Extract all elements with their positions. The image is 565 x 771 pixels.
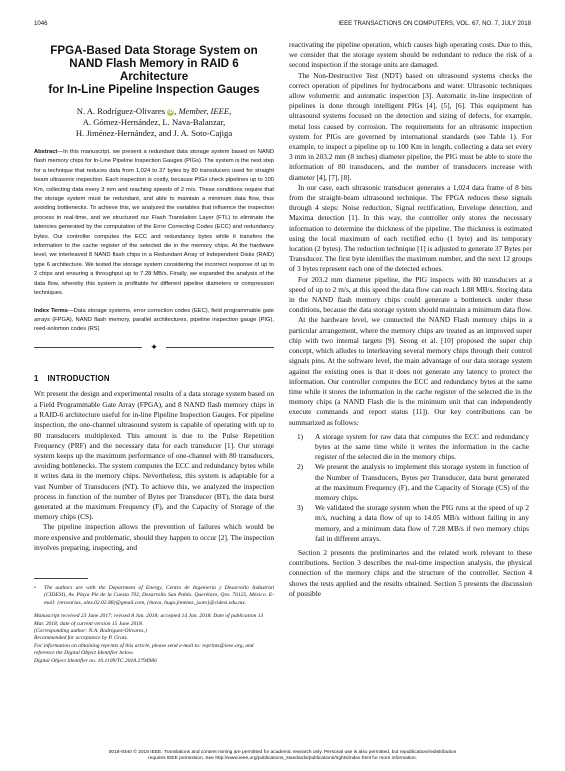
abstract-label: Abstract (34, 149, 58, 155)
drop-cap: W (34, 388, 41, 398)
abstract-text: —In this manuscript, we present a redundant data storage system based on NAND flash memory chips for In-Line Pipeline Inspection Gauges (PIGs). The system is the next step for a technique that reduces data from 1,024 to 37 bytes by 80 transducers used for straight beam ultrasonic inspection. Each inspection is costly, because PIGs check pipelines up to 100 Km, collecting data every 3 mm and reaching speeds of 2 m/s. These conditions require that the storage system must be redundant, and able to maintain a minimum data flow, thus avoiding bottlenecks. To achieve this, we analyzed the variables that influence the inspection process in real-time, and we structured our Flash Translation Layer (FTL) to eliminate the latencies generated by the computation of the Error Correcting Codes (ECC) and redundancy bytes. Our controller computes the ECC and redundancy bytes while it transfers the information to the cache register of the selected die in the memory chips. At the hardware level, we interleaved 8 NAND flash chips in a Redundant Array of Independent Disks (RAID) type 6 architecture. We tested the storage system considering the incorrect response of up to 2 chips and ensuring a throughput up to 7.28 MB/s. Finally, we expanded the analysis of the data flow, whereby this system is profitable for different pipeline diameters or compression techniques. (34, 149, 274, 297)
footnote-received: Manuscript received 23 June 2017; revised 8 Jan. 2018; accepted 14 Jan. 2018. Date of publication 13 Mar. 2018; date of current version 15 June 2018. (34, 613, 264, 627)
title-line: NAND Flash Memory in RAID 6 Architecture (69, 57, 239, 83)
index-terms-label: Index Terms (34, 307, 68, 314)
copyright-notice (34, 750, 531, 763)
section-number: 1 (34, 373, 39, 383)
section-title: INTRODUCTION (47, 373, 110, 383)
separator-line (34, 347, 142, 348)
author-name: N. A. Rodríguez-Olivares (76, 106, 166, 116)
body-paragraph: Section 2 presents the preliminaries and the related work relevant to these contributions. Section 3 describes the real-time inspection analysis, the physical connection of the memory chips and the structure of the controller. Section 4 shows the tests applied and the results obtained. Section 5 presents the discussion of possible (289, 547, 532, 598)
footnote-affiliation (34, 585, 274, 607)
section-separator (34, 341, 274, 353)
author-list (34, 106, 274, 139)
body-paragraph: In our case, each ultrasonic transducer generates a 1,024 data frame of 8 bits from the straight-beam ultrasound technique. The FPGA reduces these signals through 4 steps: Noise reduction, Signal rectification, Envelope detection, and Maxima detection [1]. In this way, the controller only stores the necessary information to determine the thickness of the pipeline. The thickness is estimated using the local maximum of each rectified echo (1 byte) and its temporary location (2 bytes). The reduction technique [1] is adjusted to generate 37 Bytes per Transducer. The first byte identifies the maximum number, and the next 12 groups of 3 bytes represent each one of the detected echoes. (289, 182, 532, 274)
index-terms (34, 307, 274, 335)
author-membership: , Member, IEEE, (174, 106, 232, 116)
body-paragraph: For 203.2 mm diameter pipeline, the PIG inspects with 80 transducers at a speed of up to 2 m/s, at this speed the data flow can reach 1.88 MB/s. Storing data in the NAND flash memory chips could generate a bottleneck under these conditions, because the data storage system should maintain a minimum data flow. (289, 274, 532, 315)
footnote-info: For information on obtaining reprints of this article, please send e-mail to: reprints@ieee.org, and reference the Digital Object Identifier below. (34, 642, 254, 657)
body-paragraph: At the hardware level, we connected the NAND Flash memory chips in a particular arrangement, where the memory chips are treated as an improved super chip with two internal targets [9]. Seong et al. [10] proposed the super chip concept, which alludes to interleaving several memory chips through their control signals pins. At the software level, the main advantage of our data storage system against the existing ones is that it does not generate any latency to protect the information. Our controller computes the ECC and redundancy bytes at the same time while it stores the information in the cache register of the selected die in the memory chips (a NAND Flash die is the minimum unit that can independently execute commands and report status [11]). Our key contributions can be summarized as follows: (289, 315, 532, 427)
copyright-line: 0018-9340 © 2018 IEEE. Translations and content mining are permitted for academic research only. Personal use is also permitted, but republication/redistribution (108, 750, 457, 755)
intro-text: present the design and experimental results of a data storage system based on a Field Programmable Gate Array (FPGA), and 8 NAND flash memory chips in a RAID-6 architecture useful for in-line Pipeline Inspection Gauges. For pipeline inspection, the one-channel ultrasound system is capable of operating with up to 80 transducers multiplexed. This amount is due to the Pulse Repetition Frequency (PRF) and the necessary data for each transducer [1]. Our storage system keeps up the maximum performance of one-channel with 80 transducers, avoiding bottlenecks. The system computes the ECC and redundancy bytes while it writes data in the memory chips. Nevertheless, this system is adaptable for a vast Number of Transducers (NT). To achieve this, we analyzed the inspection process in function of the number of Bytes per Transducer (BT), the data burst generated at the maximum Frequency (F), and the Capacity of Storage of the memory chips (CS). (34, 388, 274, 522)
page-number: 1046 (34, 20, 48, 27)
journal-header: IEEE TRANSACTIONS ON COMPUTERS, VOL. 67, NO. 7, JULY 2018 (338, 20, 531, 27)
author-line (34, 106, 274, 117)
contribution-item (289, 462, 532, 503)
footnote-recommended: Recommended for acceptance by P. Gratz. (34, 635, 129, 642)
first-word-rest: E (40, 391, 45, 398)
footnote-rule (34, 578, 88, 579)
footnote-doi: Digital Object Identifier no. 10.1109/TC.2018.2794986 (34, 657, 157, 664)
separator-ornament-icon: ✦ (150, 341, 158, 352)
contribution-text: We validated the storage system when the PIG runs at the speed of up 2 m/s, reaching a data flow of up to 14.05 MB/s without failing in any memory, and a minimum data flow of 7.28 MB/s if two memory chips fail in different arrays. (315, 503, 529, 543)
running-header (34, 20, 531, 30)
affiliation-footnote: • The authors are with the Department of Energy, Centro de Ingeniería y Desarrollo Industrial (CIDESI), Av. Playa Pie de la Cuesta 702, Desarrollo San Pablo, Querétaro, Qro. 76125, México. E-mail: {nrovarias, alex.02.02.88}@gmail.com, {lnava, hugo.jimenez, jsoto}@cidesi.edu.mx. (34, 585, 274, 607)
index-terms-text: —Data storage systems, error correction codes (EEC), field programmable gate arrays (FPGA), NAND flash memory, parallel architectures, pipeline inspection gauge (PIG), reed-solomon codes (RS) (34, 307, 274, 333)
copyright-line: requires IEEE permission. See http://www.ieee.org/publications_standards/publications/rights/index.html for more information. (148, 756, 417, 762)
footnote-corresponding: (Corresponding author: N.A. Rodríguez-Olivares.) (34, 628, 147, 634)
author-line: H. Jiménez-Hernández, and J. A. Soto-Cajiga (75, 128, 233, 138)
right-column (289, 40, 532, 599)
contribution-list (289, 432, 532, 544)
title-line: FPGA-Based Data Storage System on (50, 44, 258, 57)
body-paragraph: reactivating the pipeline operation, which causes high operating costs. Due to this, we consider that the storage system should be redundant to reduce the risk of a second inspection if the storage units are damaged. (289, 40, 532, 70)
footnote-block (34, 613, 274, 665)
contribution-item (289, 432, 532, 463)
contribution-text: A storage system for raw data that computes the ECC and redundancy bytes at the same time while it writes the information in the cache register of the selected die in the memory chips. (315, 431, 529, 462)
intro-paragraph (34, 389, 274, 523)
intro-paragraph: The pipeline inspection allows the prevention of failures which would be more expensive and problematic, should they happen to occur [2]. The inspection involves preparing, inspecting, and (34, 522, 274, 552)
separator-line (166, 347, 274, 348)
contribution-number: 1) (297, 431, 304, 441)
orcid-icon[interactable]: iD (168, 109, 174, 115)
paper-title (34, 44, 274, 96)
title-line: for In-Line Pipeline Inspection Gauges (48, 83, 260, 96)
abstract (34, 148, 274, 299)
contribution-number: 3) (297, 503, 304, 513)
contribution-text: We present the analysis to implement this storage system in function of the Number of Transducers, Bytes per Transducer, data burst generated at the maximum Frequency (F), and the Capacity of Storage (CS) of the memory chips. (315, 462, 529, 502)
contribution-item (289, 503, 532, 544)
body-paragraph: The Non-Destructive Test (NDT) based on ultrasound systems checks the correct operation of pipelines for hydrocarbons and water. Ultrasonic techniques allow volumetric and automatic inspection [3]. Automatic in-line inspection of pipelines is done through intelligent PIGs [4], [5], [6]. This equipment has ultrasound systems focused on the detection and sizing of defects, for example, metal loss caused by corrosion. The requirements for an ultrasonic inspection system for PIGs are governed by international standards (see Table 1). For example, to inspect a pipeline up to 100 Km in length, collecting a data set every 3 mm in 203.2 mm (8 inches) diameter pipeline, the PIG must be able to store the information of 80 transducers, and the number of transducers increase with diameter [4], [7], [8]. (289, 70, 532, 182)
author-line: A. Gómez-Hernández, L. Nava-Balanzar, (82, 117, 226, 127)
contribution-number: 2) (297, 462, 304, 472)
left-column (34, 40, 274, 665)
section-heading (34, 374, 274, 383)
